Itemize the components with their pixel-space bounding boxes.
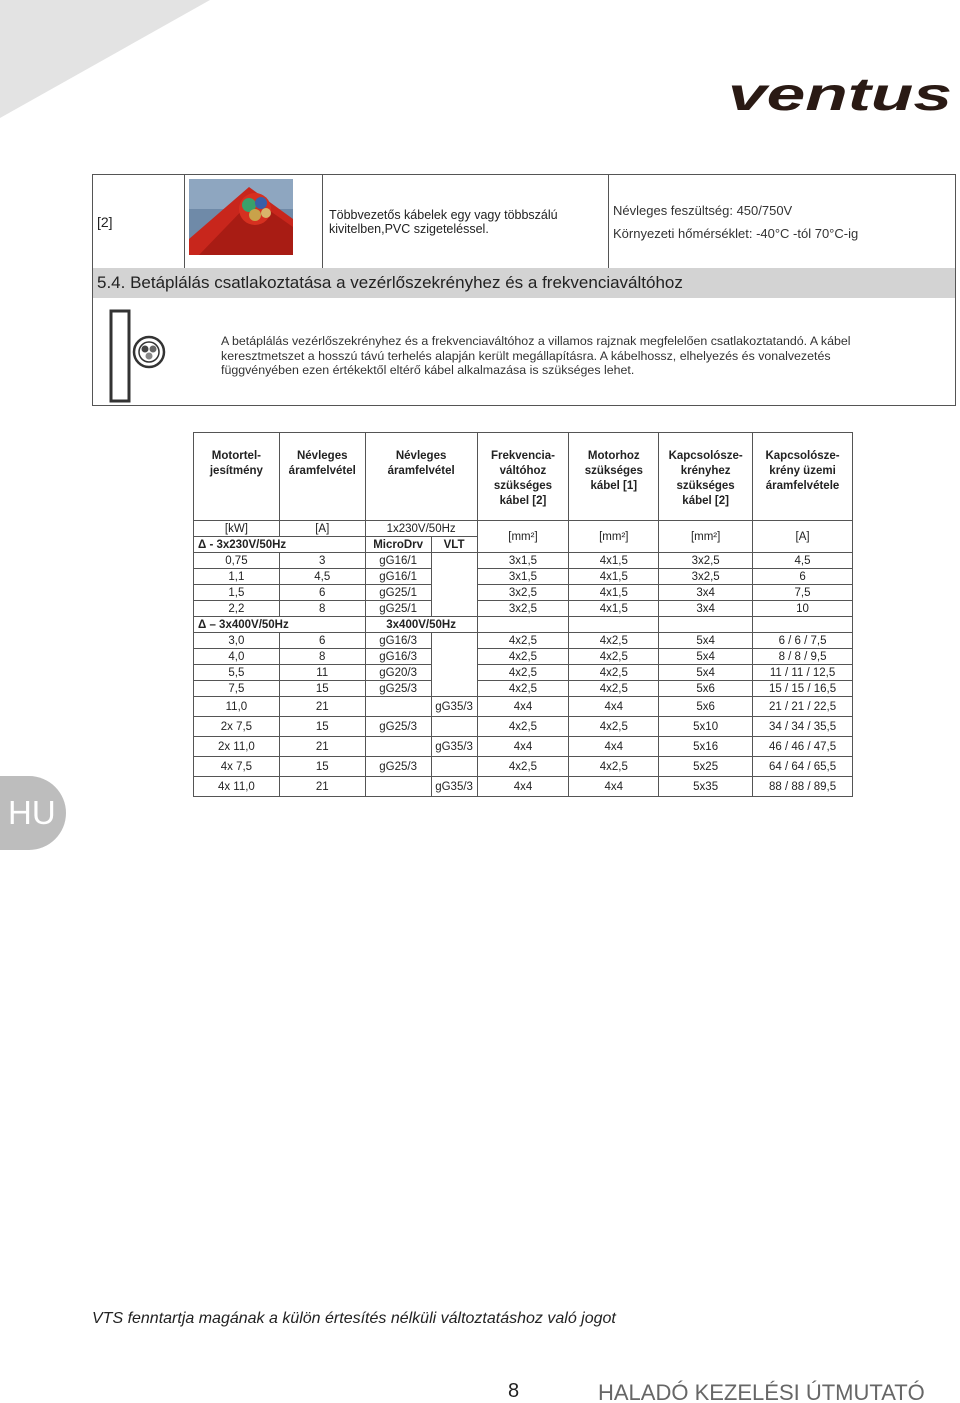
group1-header-row: Δ - 3x230V/50Hz MicroDrv VLT [194,537,853,553]
ventus-logo [728,72,956,120]
header-cabinet-current: Kapcsolósze- krény üzemi áramfelvétele [753,433,853,521]
language-tab [0,776,66,850]
header-motor-cable: Motorhoz szükséges kábel [1] [569,433,659,521]
spec-voltage: Névleges feszültség: 450/750V [613,203,793,218]
units-row: [kW] [A] 1x230V/50Hz [mm²] [mm²] [mm²] [A] [194,521,853,537]
corner-decoration [0,0,210,118]
cable-panel-icon [109,309,173,403]
footer-note: VTS fenntartja magának a külön értesítés nélküli változtatáshoz való jogot [92,1310,616,1327]
table-row: 7,5 15 gG25/3 4x2,5 4x2,5 5x6 15 / 15 / 16,5 [194,681,853,697]
language-label: HU [8,794,56,831]
table-row: 0,75 3 gG16/1 3x1,5 4x1,5 3x2,5 4,5 [194,553,853,569]
footer-title: HALADÓ KEZELÉSI ÚTMUTATÓ [598,1380,925,1403]
cable-info-box [92,174,956,406]
table-row: 3,0 6 gG16/3 4x2,5 4x2,5 5x4 6 / 6 / 7,5 [194,633,853,649]
header-inverter-cable: Frekvencia- váltóhoz szükséges kábel [2] [477,433,569,521]
table-row: 4x 7,5 15 gG25/3 4x2,5 4x2,5 5x25 64 / 64 / 65,5 [194,757,853,777]
page-number: 8 [508,1380,520,1402]
table-row: 2,2 8 gG25/1 3x2,5 4x1,5 3x4 10 [194,601,853,617]
table-row: 11,0 21 gG35/3 4x4 4x4 5x6 21 / 21 / 22,5 [194,697,853,717]
header-cabinet-cable: Kapcsolósze- krényhez szükséges kábel [2] [659,433,753,521]
table-row: 4x 11,0 21 gG35/3 4x4 4x4 5x35 88 / 88 / 89,5 [194,777,853,797]
cable-row [93,175,955,268]
header-rated-current-2: Névleges áramfelvétel [365,433,477,521]
svg-text:ventus: ventus [728,72,952,120]
cable-description: Többvezetős kábelek egy vagy többszálú kivitelben,PVC szigeteléssel. [329,208,558,236]
table-row: 2x 11,0 21 gG35/3 4x4 4x4 5x16 46 / 46 / 47,5 [194,737,853,757]
header-rated-current: Névleges áramfelvétel [279,433,365,521]
table-header-row [194,433,853,521]
red-multicore-cable-icon [189,179,293,255]
cable-sizing-table [193,432,853,797]
section-title: 5.4. Betáplálás csatlakoztatása a vezérlőszekrényhez és a frekvenciaváltóhoz [97,273,683,292]
spec-temperature: Környezeti hőmérséklet: -40°C -tól 70°C-ig [613,226,859,241]
group2-header-row: Δ – 3x400V/50Hz 3x400V/50Hz [194,617,853,633]
table-row: 1,5 6 gG25/1 3x2,5 4x1,5 3x4 7,5 [194,585,853,601]
header-motor-power: Motortel- jesítmény [194,433,280,521]
table-row: 1,1 4,5 gG16/1 3x1,5 4x1,5 3x2,5 6 [194,569,853,585]
table-row: 5,5 11 gG20/3 4x2,5 4x2,5 5x4 11 / 11 / 12,5 [194,665,853,681]
info-paragraph: A betáplálás vezérlőszekrényhez és a frekvenciaváltóhoz a villamos rajznak megfelelően csatlakoztatandó. A kábel keresztmetszet a hosszú távú terhelés alapján került megállapításra. A kábelhossz, elhelyezés és vonalvezetés függvényében ezen értékektől eltérő kábel alkalmazása is szükséges lehet. [221,334,851,377]
table-row: 2x 7,5 15 gG25/3 4x2,5 4x2,5 5x10 34 / 34 / 35,5 [194,717,853,737]
cable-number: [2] [97,214,113,230]
section-header [93,268,955,298]
table-row: 4,0 8 gG16/3 4x2,5 4x2,5 5x4 8 / 8 / 9,5 [194,649,853,665]
